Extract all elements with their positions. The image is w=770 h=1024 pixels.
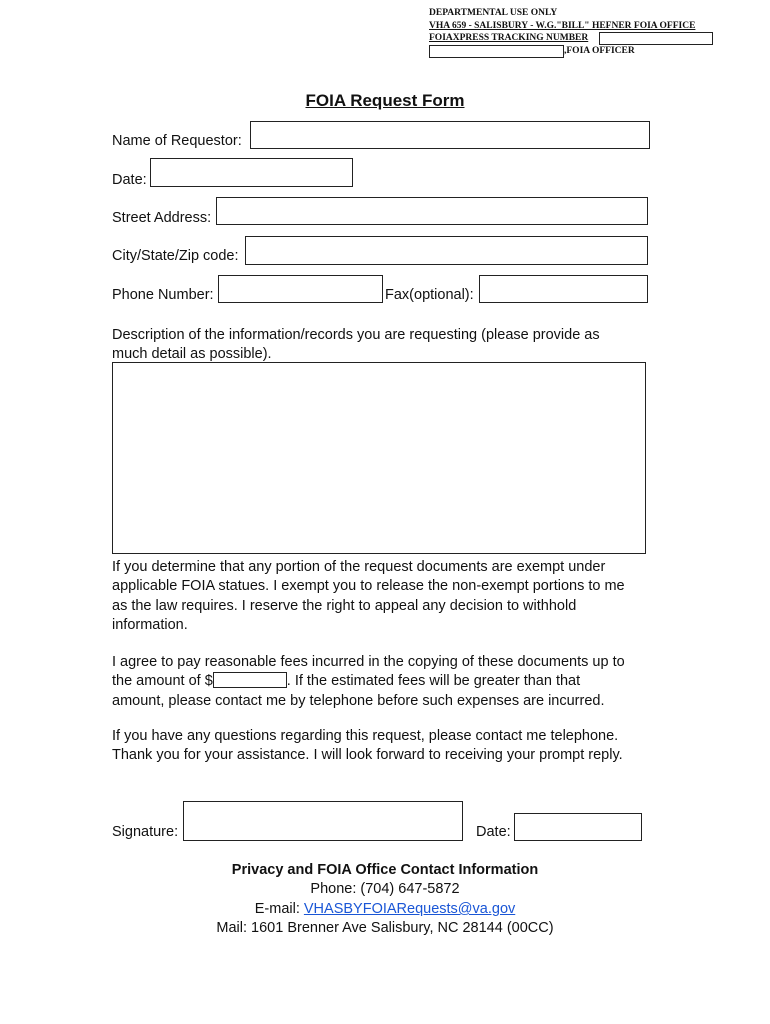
fees-amount-prefix: the amount of $ xyxy=(112,673,213,690)
exemption-line: applicable FOIA statues. I exempt you to release the non-exempt portions to me xyxy=(112,578,625,595)
city-state-zip-label: City/State/Zip code: xyxy=(112,248,239,264)
signature-date-input[interactable] xyxy=(514,813,642,841)
fees-amount-suffix: . If the estimated fees will be greater than that xyxy=(286,673,581,690)
exemption-line: as the law requires. I reserve the right to appeal any decision to withhold xyxy=(112,597,577,614)
contact-email-line xyxy=(0,901,770,917)
name-input[interactable] xyxy=(250,121,650,149)
signature-label: Signature: xyxy=(112,824,179,840)
description-textarea[interactable] xyxy=(112,362,646,554)
fax-label: Fax(optional): xyxy=(385,287,474,303)
phone-input[interactable] xyxy=(218,275,383,303)
contact-email-link[interactable]: VHASBYFOIARequests@va.gov xyxy=(303,901,516,917)
date-label: Date: xyxy=(112,172,147,188)
fees-line xyxy=(112,672,657,691)
fees-line: I agree to pay reasonable fees incurred in the copying of these documents up to xyxy=(112,654,625,670)
fees-paragraph xyxy=(112,653,657,711)
dept-office-name: VHA 659 - SALISBURY - W.G."BILL" HEFNER FOIA OFFICE xyxy=(429,21,696,31)
dept-use-heading: DEPARTMENTAL USE ONLY xyxy=(429,8,558,18)
contact-heading: Privacy and FOIA Office Contact Information xyxy=(231,862,539,878)
tracking-number-label: FOIAXPRESS TRACKING NUMBER xyxy=(429,33,589,43)
description-prompt xyxy=(112,326,657,365)
exemption-line: If you determine that any portion of the request documents are exempt under xyxy=(112,559,606,575)
street-address-label: Street Address: xyxy=(112,210,212,226)
date-input[interactable] xyxy=(150,158,353,187)
exemption-paragraph xyxy=(112,558,657,635)
phone-label: Phone Number: xyxy=(112,287,214,303)
description-prompt-line: Description of the information/records you are requesting (please provide as xyxy=(112,327,600,343)
questions-line: If you have any questions regarding this request, please contact me telephone. xyxy=(112,728,619,744)
foia-officer-field[interactable] xyxy=(429,45,564,58)
description-prompt-line: much detail as possible). xyxy=(112,346,272,363)
form-title: FOIA Request Form xyxy=(305,91,465,110)
name-label: Name of Requestor: xyxy=(112,133,242,149)
contact-email-label: E-mail: xyxy=(254,901,304,917)
signature-input[interactable] xyxy=(183,801,463,841)
contact-phone: Phone: (704) 647-5872 xyxy=(310,881,460,897)
questions-line: Thank you for your assistance. I will look forward to receiving your prompt reply. xyxy=(112,747,623,764)
foia-officer-label: ,FOIA OFFICER xyxy=(564,46,635,56)
questions-paragraph xyxy=(112,727,672,766)
fax-input[interactable] xyxy=(479,275,648,303)
contact-mail: Mail: 1601 Brenner Ave Salisbury, NC 28144 (00CC) xyxy=(216,920,554,936)
fees-line: amount, please contact me by telephone before such expenses are incurred. xyxy=(112,692,605,709)
street-address-input[interactable] xyxy=(216,197,648,225)
signature-date-label: Date: xyxy=(476,824,511,840)
fees-amount-input[interactable] xyxy=(213,672,287,688)
city-state-zip-input[interactable] xyxy=(245,236,648,265)
exemption-line: information. xyxy=(112,616,188,633)
tracking-number-field[interactable] xyxy=(599,32,713,45)
